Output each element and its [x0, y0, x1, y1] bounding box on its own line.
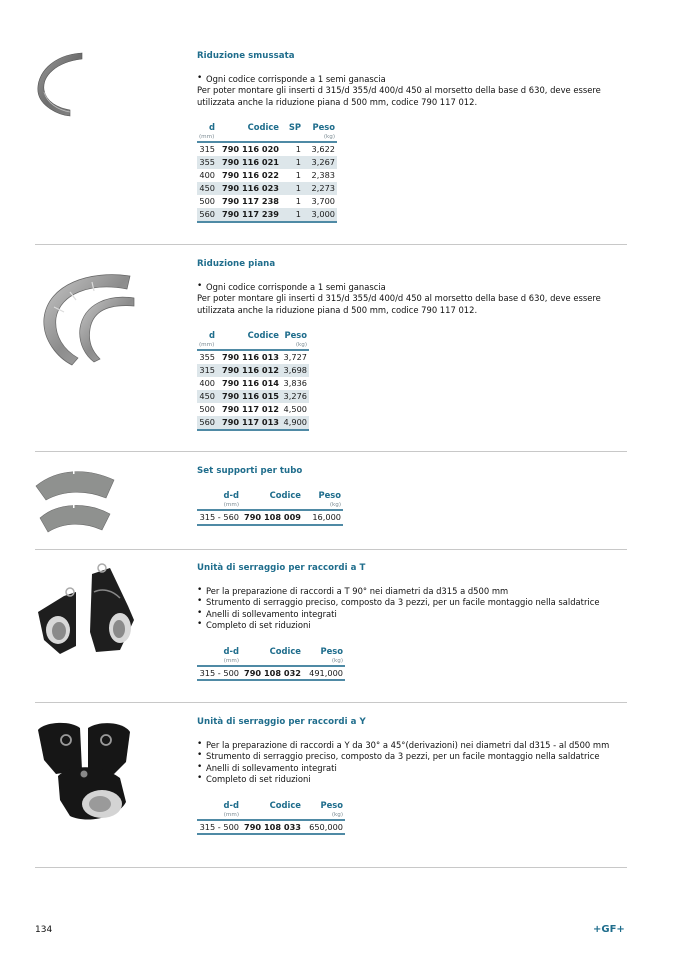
section-title: Set supporti per tubo: [197, 466, 303, 476]
cell-peso: 3,727: [283, 352, 307, 363]
table-row: [197, 208, 337, 222]
cell-d-d: 315 - 560: [199, 512, 239, 522]
cell-sp: 1: [295, 144, 301, 155]
unit-mm: (mm): [199, 134, 215, 141]
col-header-codice: Codice: [269, 490, 301, 500]
section-divider: [35, 244, 627, 245]
cell-peso: 3,622: [311, 144, 335, 155]
table-row: [197, 350, 309, 364]
table-row: [197, 182, 337, 195]
col-header-d: d: [209, 330, 215, 341]
cell-peso: 491,000: [309, 667, 343, 678]
cell-peso: 3,000: [303, 208, 337, 222]
cell-d: 450: [197, 182, 217, 195]
spec-table: [197, 122, 337, 223]
cell-peso: 4,500: [283, 404, 307, 415]
cell-codice: 790 116 021: [217, 156, 281, 169]
col-header-d: d: [209, 122, 215, 133]
unit-mm: (mm): [223, 811, 239, 818]
cell-codice: 790 117 239: [217, 208, 281, 222]
table-row: [197, 820, 345, 835]
note-text: Per poter montare gli inserti d 315/d 355/d 400/d 450 al morsetto della base d 630, deve essere utilizzata anche la riduzione piana d 500 mm, codice 790 117 012.: [197, 293, 601, 315]
col-header-peso: Peso: [320, 799, 343, 810]
bullet-item: • Anelli di sollevamento integrati: [197, 763, 637, 774]
col-header-d-d: d-d: [223, 799, 239, 810]
page-number: 134: [35, 925, 53, 935]
cell-peso: 2,273: [303, 182, 337, 195]
col-header-d-d: d-d: [223, 645, 239, 656]
cell-d: 315: [197, 364, 217, 377]
cell-codice: 790 108 009: [244, 512, 301, 522]
product-image-riduzione-piana: [30, 262, 140, 376]
table-row: [197, 364, 309, 377]
col-header-peso: Peso: [312, 122, 335, 133]
cell-codice: 790 108 032: [244, 667, 301, 678]
col-header-codice: Codice: [269, 645, 301, 656]
table-row: [197, 390, 309, 403]
flat-half-rings-icon: [30, 262, 140, 372]
col-header-codice: Codice: [247, 330, 279, 341]
cell-codice: 790 116 022: [222, 170, 279, 181]
cell-codice: 790 108 033: [244, 821, 301, 832]
cell-peso: 4,900: [281, 416, 309, 430]
cell-d: 355: [199, 352, 215, 363]
spec-table: [197, 330, 309, 431]
col-header-peso: Peso: [320, 645, 343, 656]
spec-table: [197, 490, 343, 526]
product-image-set-supporti: [30, 466, 120, 540]
unit-mm: (mm): [223, 502, 239, 508]
cell-peso: 650,000: [309, 821, 343, 832]
unit-mm: (mm): [223, 657, 239, 664]
bullet-item: • Strumento di serraggio preciso, composto da 3 pezzi, per un facile montaggio nella saldatrice: [197, 751, 637, 762]
t-clamp-unit-icon: [30, 562, 140, 657]
col-header-codice: Codice: [247, 122, 279, 133]
bullet-item: • Ogni codice corrisponde a 1 semi ganascia: [197, 74, 637, 85]
cell-peso: 2,383: [311, 170, 335, 181]
cell-d: 560: [197, 416, 217, 430]
table-row: [197, 510, 343, 525]
cell-peso: 3,836: [283, 378, 307, 389]
cell-peso: 3,267: [303, 156, 337, 169]
table-row: [197, 156, 337, 169]
cell-codice: 790 116 012: [217, 364, 281, 377]
cell-codice: 790 117 013: [217, 416, 281, 430]
cell-peso: 3,698: [281, 364, 309, 377]
y-clamp-unit-icon: [30, 716, 140, 826]
section-title: Unità di serraggio per raccordi a Y: [197, 717, 366, 727]
col-header-peso: Peso: [284, 330, 307, 341]
cell-d: 400: [199, 378, 215, 389]
cell-peso: 3,700: [311, 196, 335, 207]
table-row: [197, 416, 309, 430]
cell-codice: 790 116 023: [217, 182, 281, 195]
bullet-item: • Anelli di sollevamento integrati: [197, 609, 637, 620]
cell-sp: 1: [281, 156, 303, 169]
section-title: Riduzione piana: [197, 259, 276, 269]
cell-sp: 1: [281, 182, 303, 195]
spec-table: [197, 800, 345, 836]
cell-d: 500: [199, 404, 215, 415]
spec-table: [197, 646, 345, 682]
unit-mm: (mm): [199, 342, 215, 349]
col-header-peso: Peso: [318, 490, 341, 500]
cell-sp: 1: [295, 170, 301, 181]
cell-d-d: 315 - 500: [199, 821, 239, 832]
table-row: [197, 142, 337, 156]
bevelled-half-ring-icon: [30, 50, 100, 120]
section-divider: [35, 867, 627, 868]
product-image-riduzione-smussata: [30, 50, 100, 124]
cell-codice: 790 117 238: [222, 196, 279, 207]
section-divider: [35, 549, 627, 550]
section-title: Riduzione smussata: [197, 51, 295, 61]
bullet-item: • Ogni codice corrisponde a 1 semi ganascia: [197, 282, 637, 293]
cell-d-d: 315 - 500: [199, 667, 239, 678]
unit-kg: (kg): [295, 342, 307, 349]
section-divider: [35, 702, 627, 703]
gf-logo: +GF+: [593, 924, 625, 935]
cell-peso: 3,276: [281, 390, 309, 403]
table-row: [197, 403, 309, 416]
cell-d: 400: [199, 170, 215, 181]
cell-peso: 16,000: [312, 512, 341, 522]
table-row: [197, 666, 345, 681]
bullet-item: • Completo di set riduzioni: [197, 774, 637, 785]
product-image-serraggio-y: [30, 716, 140, 830]
cell-d: 560: [197, 208, 217, 222]
cell-codice: 790 117 012: [222, 404, 279, 415]
cell-sp: 1: [295, 196, 301, 207]
cell-codice: 790 116 020: [222, 144, 279, 155]
cell-d: 355: [197, 156, 217, 169]
table-row: [197, 377, 309, 390]
cell-d: 315: [199, 144, 215, 155]
cell-codice: 790 116 015: [217, 390, 281, 403]
support-plates-icon: [30, 466, 120, 536]
table-row: [197, 169, 337, 182]
bullet-item: • Completo di set riduzioni: [197, 620, 637, 631]
table-row: [197, 195, 337, 208]
unit-kg: (kg): [331, 657, 343, 664]
unit-kg: (kg): [331, 811, 343, 818]
note-text: Per poter montare gli inserti d 315/d 355/d 400/d 450 al morsetto della base d 630, deve essere utilizzata anche la riduzione piana d 500 mm, codice 790 117 012.: [197, 85, 601, 107]
section-divider: [35, 451, 627, 452]
cell-codice: 790 116 014: [222, 378, 279, 389]
cell-d: 500: [199, 196, 215, 207]
col-header-codice: Codice: [269, 799, 301, 810]
bullet-item: • Per la preparazione di raccordi a T 90° nei diametri da d315 a d500 mm: [197, 586, 637, 597]
col-header-d-d: d-d: [223, 490, 239, 500]
cell-sp: 1: [281, 208, 303, 222]
section-title: Unità di serraggio per raccordi a T: [197, 563, 366, 573]
unit-kg: (kg): [323, 134, 335, 141]
col-header-sp: SP: [288, 122, 301, 133]
product-image-serraggio-t: [30, 562, 140, 661]
cell-d: 450: [197, 390, 217, 403]
unit-kg: (kg): [329, 502, 341, 508]
bullet-item: • Per la preparazione di raccordi a Y da 30° a 45°(derivazioni) nei diametri dal d315 - al d500 mm: [197, 740, 617, 751]
cell-codice: 790 116 013: [222, 352, 279, 363]
bullet-item: • Strumento di serraggio preciso, composto da 3 pezzi, per un facile montaggio nella saldatrice: [197, 597, 637, 608]
